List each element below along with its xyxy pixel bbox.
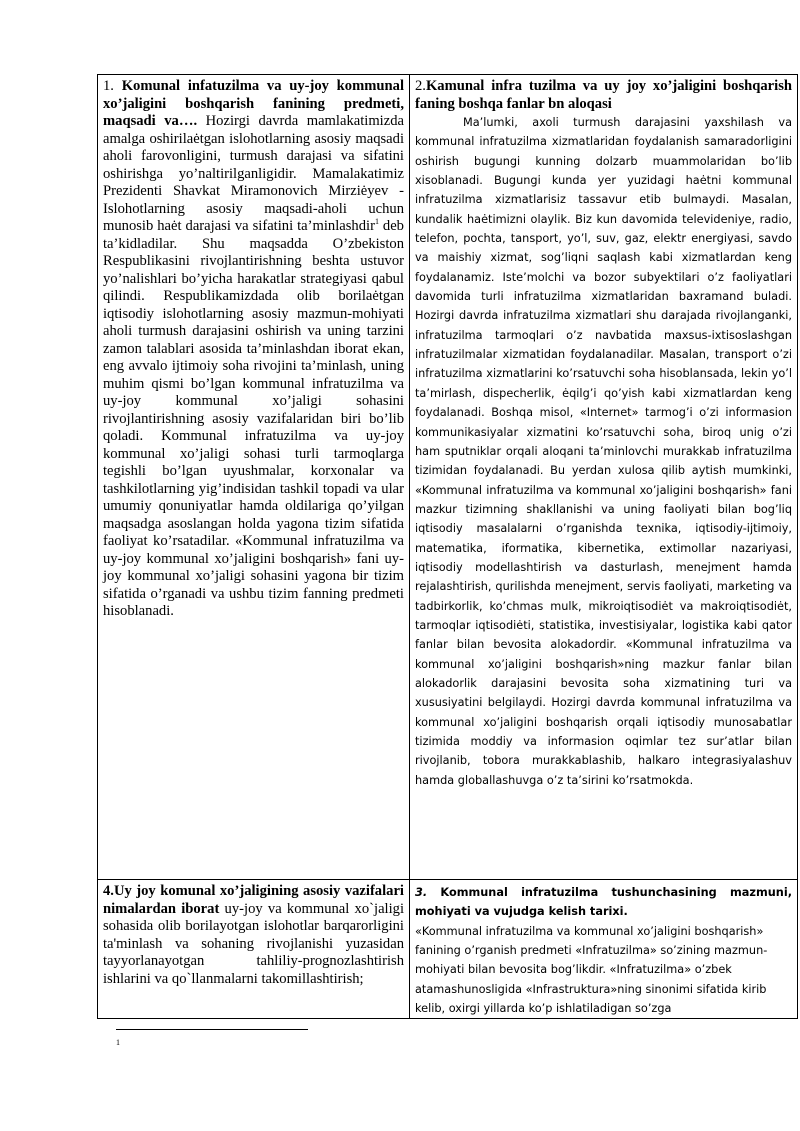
footnote-reference: 1: [374, 217, 379, 227]
question-2-heading: [415, 78, 792, 113]
question-1-body-a: Hozirgi davrda mamlakatimizda amalga oshirilaėtgan islohotlarning asosiy maqsadi aholi farovonligini, turmush darajasi va sifatini oshirishga yo’naltirilganligidir. Mamalakatimiz Prezidenti Shavkat Miramonovich Mirziėyev - Islohotlarning asosiy maqsadi-aholi uchun munosib haėt darajasi va sifatini ta’minlashdir: [103, 113, 404, 234]
question-1-body-b: deb ta’kidladilar. Shu maqsadda O’zbekiston Respublikasini rivojlantirishning beshta ustuvor yo’nalishlari bo’yicha harakatlar strategiyasi qabul qilindi. Respublikamizdada olib borilaėtgan iqtisodiy islohotlarning asosiy mazmun-mohiyati aholi turmush darajasini oshirish va uning tarzini zamon talablari asosida ta’minlashdan iborat ekan, eng avvalo ijtimoiy soha rivojini ta’minlash, uning muhim qismi bo’lgan kommunal infratuzilma va uy-joy kommunal xo’jaligi sohasini rivojlantirishning asosiy vazifalaridan biri bo’lib qoladi. Kommunal infratuzilma va uy-joy kommunal xo’jaligi sohasi turli tarmoqlarga tegishli bo’lgan uyushmalar, korxonalar va tashkilotlarning yig’indisidan tashkil topadi va ular umumiy qonuniyatlar hamda oldilariga qo’yilgan maqsadga asoslangan holda yagona tizim sifatida faoliyat ko’rsatadilar. «Kommunal infratuzilma va uy-joy kommunal xo’jaligini boshqarish» fani uy-joy kommunal xo’jaligi sohasini yagona bir tizim sifatida o’rganadi va ushbu tizim fanning predmeti hisoblanadi.: [103, 218, 404, 619]
question-2-title: Kamunal infra tuzilma va uy joy xo’jaligini boshqarish faning boshqa fanlar bn aloqasi: [415, 78, 792, 112]
footnote-mark: 1: [116, 1038, 120, 1047]
question-2-number: 2.: [415, 78, 426, 94]
question-3-heading: [415, 883, 792, 922]
question-4-body: uy-joy va kommunal xo`jaligi sohasida olib borilayotgan islohotlar barqarorligini ta'minlash va sohaning rivojlanishi yuzasidan tayyorlanayotgan tahliliy-prognozlashtirish ishlarini va qo`llanmalarni takomillashtirish;: [103, 900, 405, 987]
cell-question-3: [410, 880, 798, 1019]
question-1-text: [103, 78, 404, 621]
footnote-separator: [116, 1029, 308, 1030]
table-row: [98, 880, 798, 1019]
question-4-text: [103, 883, 404, 988]
cell-question-4: [98, 880, 410, 1019]
question-1-number: 1.: [103, 78, 122, 94]
question-4-title: 4.Uy joy komunal xo’jaligining asosiy vazifalari nimalardan iborat: [103, 883, 404, 917]
question-1-title: Komunal infatuzilma va uy-joy kommunal xo’jaligini boshqarish fanining predmeti, maqsadi va….: [103, 78, 404, 129]
cell-question-1: [98, 75, 410, 880]
content-table: [97, 74, 798, 1019]
question-2-body: Ma’lumki, axoli turmush darajasini yaxshilash va kommunal infratuzilma xizmatlaridan foydalanish samaradorligini oshirish bugungi kunning dolzarb muammolaridan bo’lib xisoblanadi. Bugungi kunda yer yuzidagi haėtni kommunal infratuzilma xizmatlarisiz tassavur etib bulmaydi. Masalan, kundalik haėtimizni olaylik. Biz kun davomida televideniye, radio, telefon, pochta, tansport, yo’l, suv, gaz, elektr energiyasi, savdo va maishiy xizmat, sog’liqni saqlash kabi xizmatlardan keng foydalanamiz. Iste’molchi va bozor subyektilari o’z faoliyatlari davomida turli infratuzilma xizmatlaridan baxramand buladi. Hozirgi davrda infratuzilma xizmatlari shu darajada rivojlanganki, infratuzilma tarmoqlari o’z navbatida maxsus-ixtisoslashgan infratuzilmalar xizmatidan foydalanadilar. Masalan, transport o’zi infratuzilma xizmatlarini ko’rsatuvchi soha hisoblansada, lekin yo’l ta’mirlash, dispecherlik, ėqilg’i qo’yish kabi xizmatlardan keng foydalanadi. Boshqa misol, «Internet» tarmog’i o’zi informasion kommunikasiyalar xizmatini ko’rsatuvchi soha, biroq unig o’zi ham sputniklar orqali aloqani ta’minlovchi murakkab infratuzilma tizimidan foydalanadi. Bu yerdan xulosa qilib aytish mumkinki, «Kommunal infratuzilma va kommunal xo’jaligini boshqarish» fani mazkur tizimning shakllanishi va uning faoliyati bilan bog’liq iqtisodiy masalalarni o’rganishda texnika, iqtisodiy-ijtimoiy, matematika, iformatika, kibernetika, extimollar nazariyasi, iqtisodiy modellashtirish va dasturlash, menejment hamda rejalashtirish, qurilishda menejment, servis faoliyati, marketing va tadbirkorlik, ko’chmas mulk, mikroiqtisodiėt va makroiqtisodiėt, tarmoqlar iqtisodiėti, statistika, investisiyalar, logistika kabi qator fanlar bilan bevosita alokadordir. «Kommunal infratuzilma va kommunal xo’jaligini boshqarish»ning mazkur fanlar bilan alokadorlik darajasini bevosita soha xizmatining turi va xususiyatini belgilaydi. Hozirgi davrda kommunal infratuzilma va kommunal xo’jaligini boshqarish orqali iqtisodiy munosabatlar tizimida moddiy va informasion oqimlar tez sur’atlar bilan rivojlanib, tobora murakkablashib, halkaro integrasiyalashuv hamda globallashuvga o’z ta’sirini ko’rsatmokda.: [415, 116, 792, 787]
question-3-number: 3.: [415, 886, 428, 899]
cell-question-2: [410, 75, 798, 880]
question-3-body: «Kommunal infratuzilma va kommunal xo’jaligini boshqarish» fanining o’rganish predmeti «Infratuzilma» so’zining mazmun-mohiyati bilan bevosita bog’likdir. «Infratuzilma» o’zbek atamashunosligida «Infrastruktura»ning sinonimi sifatida kirib kelib, oxirgi yillarda ko’p ishlatiladigan so’zga: [415, 924, 768, 1016]
question-3-title: Kommunal infratuzilma tushunchasining mazmuni, mohiyati va vujudga kelish tarixi.: [415, 886, 792, 919]
table-row: [98, 75, 798, 880]
